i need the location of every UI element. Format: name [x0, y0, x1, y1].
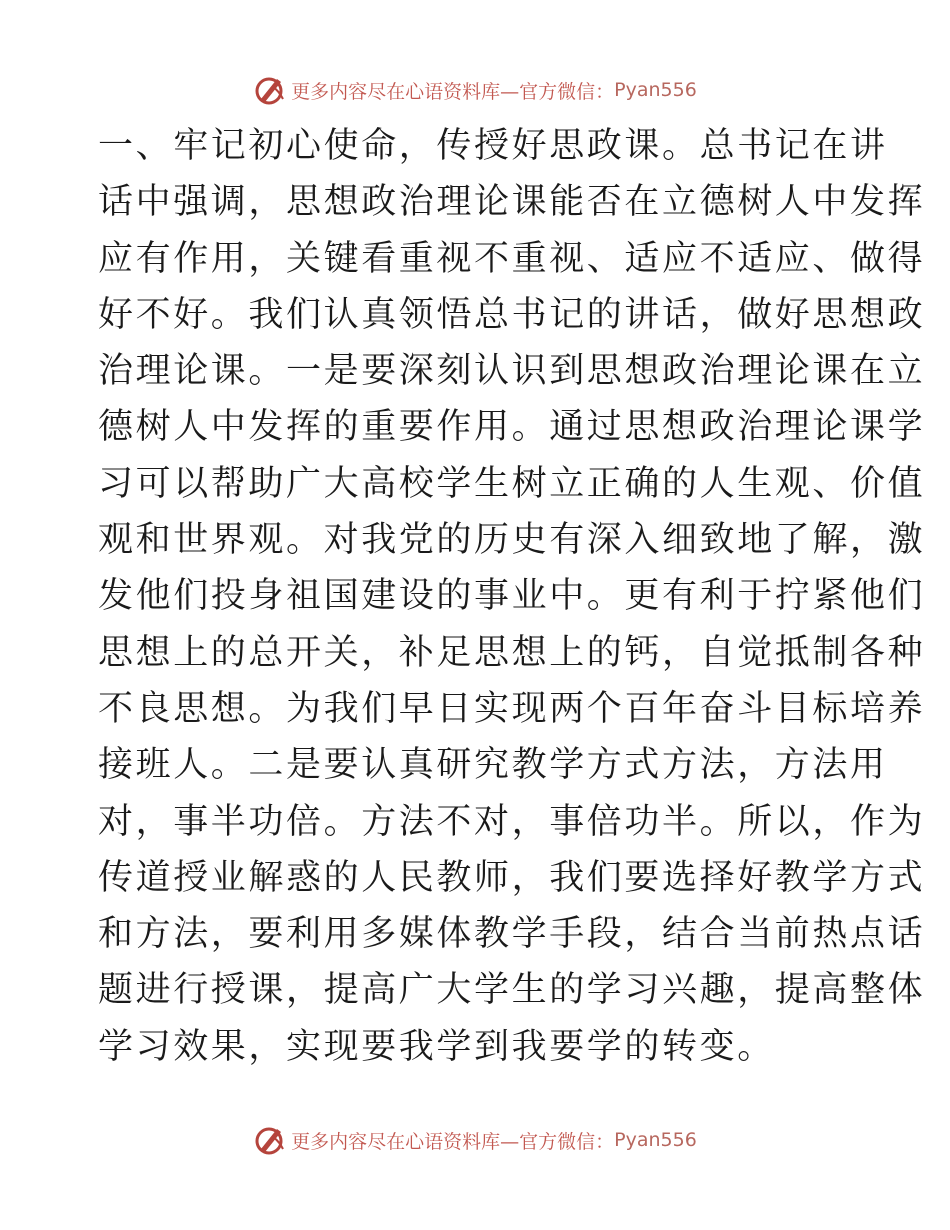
text-line: 传道授业解惑的人民教师，我们要选择好教学方式 — [98, 857, 926, 898]
pen-logo-icon — [253, 1123, 287, 1157]
text-line: 应有作用，关键看重视不重视、适应不适应、做得 — [98, 238, 926, 279]
text-line: 话中强调，思想政治理论课能否在立德树人中发挥 — [98, 182, 926, 223]
text-line: 一、牢记初心使命，传授好思政课。总书记在讲 — [98, 126, 888, 166]
pen-logo-icon — [253, 73, 287, 107]
header-banner — [0, 70, 950, 110]
wechat-id: Pyan556 — [614, 79, 697, 101]
text-line: 习可以帮助广大高校学生树立正确的人生观、价值 — [98, 463, 926, 504]
text-line: 题进行授课，提高广大学生的学习兴趣，提高整体 — [98, 970, 926, 1011]
text-line: 德树人中发挥的重要作用。通过思想政治理论课学 — [98, 407, 926, 448]
document-body — [98, 118, 926, 1075]
text-line: 发他们投身祖国建设的事业中。更有利于拧紧他们 — [98, 576, 926, 617]
text-line: 对，事半功倍。方法不对，事倍功半。所以，作为 — [98, 801, 926, 842]
wechat-id: Pyan556 — [614, 1129, 697, 1151]
text-line: 不良思想。为我们早日实现两个百年奋斗目标培养 — [98, 688, 926, 729]
banner-text: 更多内容尽在心语资料库—官方微信： — [291, 80, 615, 103]
text-line: 学习效果，实现要我学到我要学的转变。 — [98, 1026, 775, 1067]
banner-text: 更多内容尽在心语资料库—官方微信： — [291, 1130, 615, 1153]
text-line: 观和世界观。对我党的历史有深入细致地了解，激 — [98, 520, 926, 561]
text-line: 接班人。二是要认真研究教学方式方法，方法用 — [98, 745, 888, 786]
text-line: 治理论课。一是要深刻认识到思想政治理论课在立 — [98, 351, 926, 392]
footer-banner — [0, 1120, 950, 1160]
text-line: 思想上的总开关，补足思想上的钙，自觉抵制各种 — [98, 632, 926, 673]
text-line: 好不好。我们认真领悟总书记的讲话，做好思想政 — [98, 294, 926, 335]
text-line: 和方法，要利用多媒体教学手段，结合当前热点话 — [98, 914, 926, 955]
